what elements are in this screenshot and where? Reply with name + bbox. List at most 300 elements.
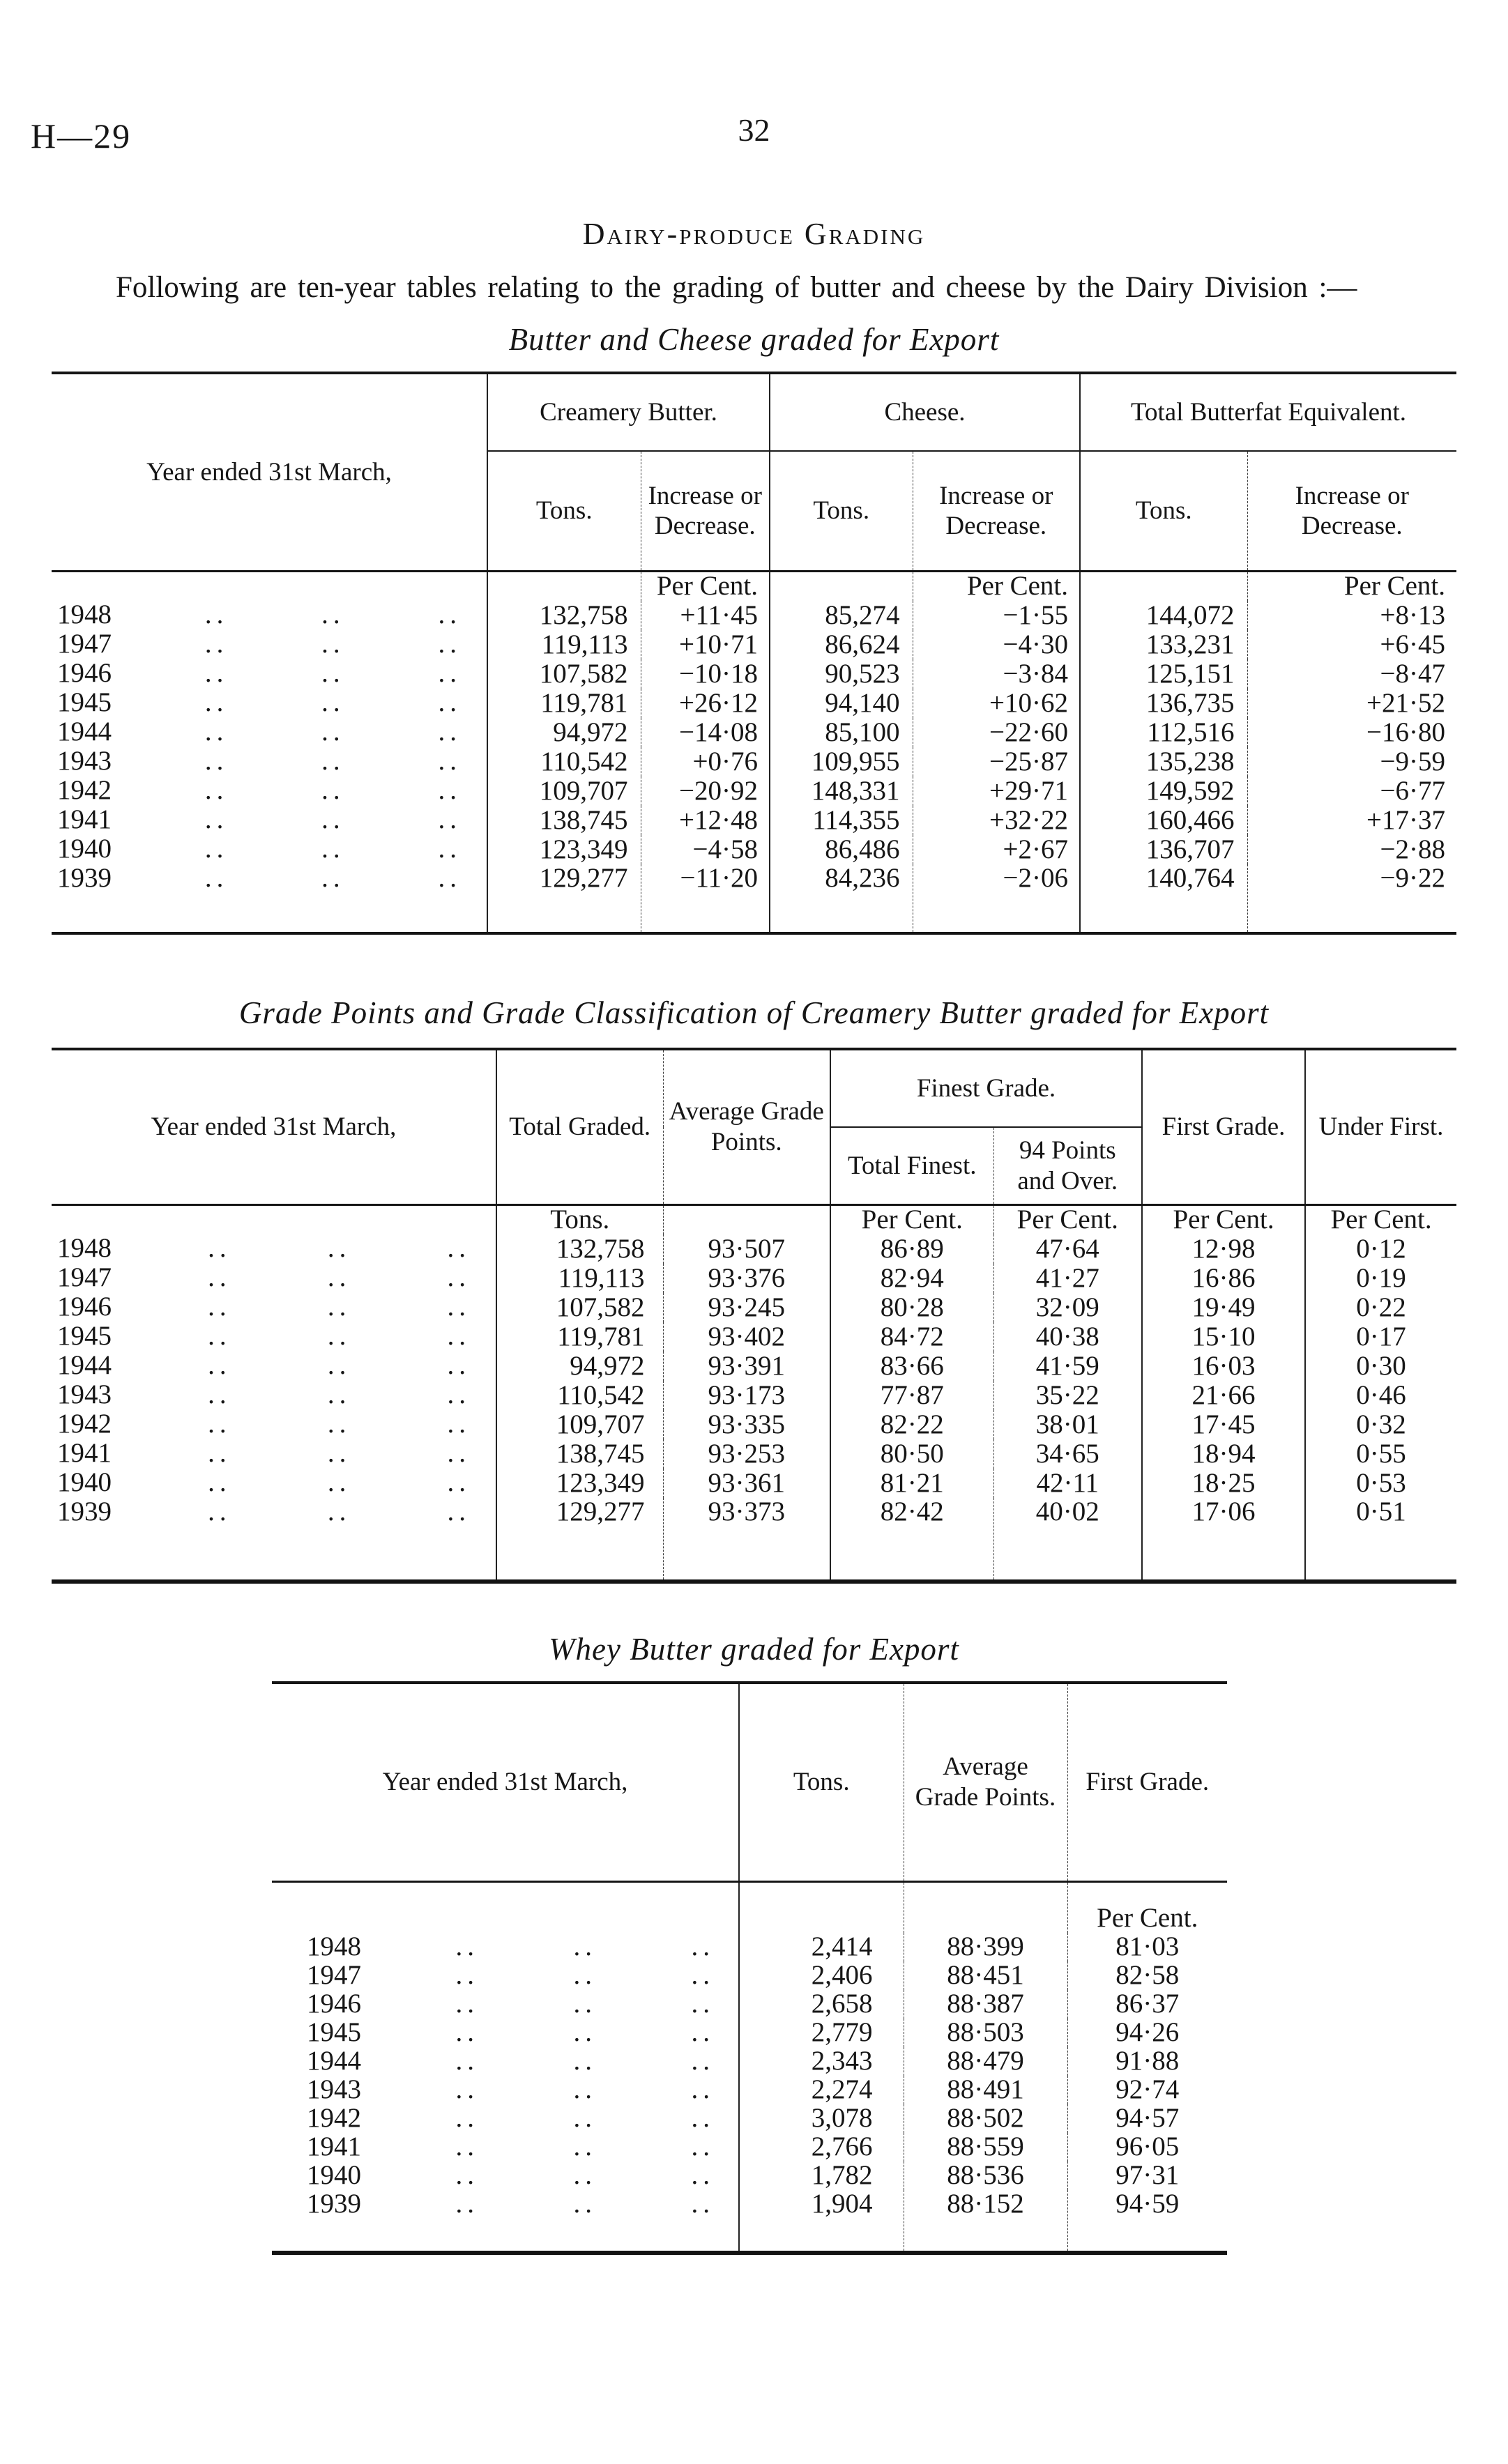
- dot-leader: ..: [438, 599, 462, 629]
- value-cell: 114,355: [770, 806, 913, 835]
- page-header: [0, 112, 1508, 162]
- table-row: [272, 2161, 1227, 2190]
- col-header-average-grade-points: Average Grade Points.: [663, 1049, 830, 1205]
- value-cell: 0·12: [1305, 1234, 1456, 1264]
- unit-label: Per Cent.: [1247, 571, 1456, 600]
- dot-leader: ..: [691, 1989, 715, 2019]
- table-row: [52, 1322, 1456, 1352]
- value-cell: 35·22: [993, 1381, 1142, 1410]
- value-cell: 2,406: [739, 1961, 904, 1990]
- dot-leader: ..: [455, 2189, 479, 2219]
- value-cell: 160,466: [1080, 806, 1247, 835]
- table-row: [52, 747, 1456, 776]
- dot-leader: ..: [691, 2046, 715, 2076]
- value-cell: 34·65: [993, 1439, 1142, 1469]
- year-cell: [52, 601, 487, 629]
- col-header-total-finest: Total Finest.: [830, 1127, 993, 1205]
- value-cell: −10·18: [641, 659, 770, 689]
- value-cell: 88·387: [904, 1990, 1067, 2019]
- value-cell: 119,113: [496, 1264, 663, 1293]
- value-cell: 140,764: [1080, 864, 1247, 933]
- value-cell: 94,972: [487, 718, 641, 747]
- col-group-creamery-butter: Creamery Butter.: [487, 373, 770, 451]
- value-cell: 93·376: [663, 1264, 830, 1293]
- dot-leader: ..: [438, 774, 462, 805]
- value-cell: +8·13: [1247, 601, 1456, 630]
- value-cell: +17·37: [1247, 806, 1456, 835]
- year-cell: [52, 1264, 496, 1292]
- report-code: H—29: [31, 116, 132, 155]
- dot-leader: ..: [208, 1262, 231, 1293]
- year-label: 1947: [57, 1262, 112, 1293]
- dot-leader: ..: [573, 1931, 597, 1962]
- year-cell: [52, 1410, 496, 1439]
- dot-leader: ..: [208, 1350, 231, 1381]
- col-header-total-graded: Total Graded.: [496, 1049, 663, 1205]
- year-cell: [52, 747, 487, 776]
- value-cell: 82·94: [830, 1264, 993, 1293]
- value-cell: 96·05: [1067, 2133, 1227, 2161]
- dot-leader: ..: [438, 628, 462, 659]
- dot-leader: ..: [204, 804, 229, 834]
- year-label: 1941: [307, 2132, 361, 2162]
- value-cell: 77·87: [830, 1381, 993, 1410]
- value-cell: 86·89: [830, 1234, 993, 1264]
- value-cell: 93·391: [663, 1352, 830, 1381]
- col-header-average-grade-points: Average Grade Points.: [904, 1683, 1067, 1881]
- dot-leader: ..: [208, 1497, 231, 1527]
- dot-leader: ..: [573, 2132, 597, 2162]
- value-cell: −4·30: [913, 630, 1080, 659]
- year-cell: [272, 2076, 738, 2104]
- table2-head: [52, 1049, 1456, 1205]
- year-cell: [52, 1381, 496, 1409]
- value-cell: −25·87: [913, 747, 1080, 776]
- value-cell: 129,277: [487, 864, 641, 933]
- value-cell: 15·10: [1142, 1322, 1305, 1352]
- value-cell: −14·08: [641, 718, 770, 747]
- year-cell: [272, 2190, 738, 2251]
- table-row: [272, 1933, 1227, 1961]
- value-cell: 93·245: [663, 1293, 830, 1322]
- dot-leader: ..: [327, 1438, 351, 1469]
- dot-leader: ..: [455, 2160, 479, 2191]
- year-cell: [52, 659, 487, 688]
- dot-leader: ..: [208, 1233, 231, 1264]
- dot-leader: ..: [321, 862, 345, 893]
- dot-leader: ..: [691, 2074, 715, 2105]
- year-cell: [272, 2161, 738, 2190]
- dot-leader: ..: [208, 1438, 231, 1469]
- value-cell: 94,140: [770, 689, 913, 718]
- value-cell: 18·25: [1142, 1469, 1305, 1498]
- value-cell: 93·361: [663, 1469, 830, 1498]
- value-cell: 110,542: [487, 747, 641, 776]
- table-row: [272, 1990, 1227, 2019]
- col-group-total-butterfat: Total Butterfat Equivalent.: [1080, 373, 1456, 451]
- value-cell: 3,078: [739, 2104, 904, 2133]
- dot-leader: ..: [573, 2189, 597, 2219]
- dot-leader: ..: [573, 2046, 597, 2076]
- table-row: [52, 1498, 1456, 1582]
- value-cell: 107,582: [487, 659, 641, 689]
- value-cell: 136,735: [1080, 689, 1247, 718]
- value-cell: +29·71: [913, 776, 1080, 806]
- dot-leader: ..: [208, 1321, 231, 1352]
- year-cell: [52, 806, 487, 834]
- year-label: 1943: [57, 745, 112, 776]
- value-cell: 123,349: [496, 1469, 663, 1498]
- dot-leader: ..: [447, 1379, 471, 1410]
- table-row: [272, 2133, 1227, 2161]
- value-cell: 2,414: [739, 1933, 904, 1961]
- year-cell: [52, 718, 487, 747]
- year-cell: [52, 1234, 496, 1263]
- value-cell: 0·51: [1305, 1498, 1456, 1582]
- year-cell: [272, 2019, 738, 2047]
- unit-label: Per Cent.: [913, 571, 1080, 600]
- dot-leader: ..: [204, 833, 229, 864]
- year-label: 1945: [57, 1321, 112, 1352]
- value-cell: 41·27: [993, 1264, 1142, 1293]
- dot-leader: ..: [691, 1960, 715, 1991]
- dot-leader: ..: [208, 1467, 231, 1498]
- dot-leader: ..: [204, 774, 229, 805]
- table-row: [52, 630, 1456, 659]
- value-cell: 88·559: [904, 2133, 1067, 2161]
- unit-label: Per Cent.: [1142, 1205, 1305, 1234]
- year-label: 1939: [307, 2189, 361, 2219]
- value-cell: 148,331: [770, 776, 913, 806]
- unit-label: Per Cent.: [1067, 1881, 1227, 1933]
- butter-cheese-export-table: [52, 372, 1456, 934]
- dot-leader: ..: [691, 2103, 715, 2134]
- value-cell: −2·88: [1247, 835, 1456, 864]
- value-cell: 0·22: [1305, 1293, 1456, 1322]
- table-row: [52, 1264, 1456, 1293]
- table-row: [52, 1381, 1456, 1410]
- value-cell: 125,151: [1080, 659, 1247, 689]
- dot-leader: ..: [327, 1292, 351, 1322]
- col-header-year: Year ended 31st March,: [382, 1768, 628, 1797]
- unit-label: Per Cent.: [1305, 1205, 1456, 1234]
- table-row: [272, 2047, 1227, 2076]
- value-cell: 0·19: [1305, 1264, 1456, 1293]
- value-cell: +0·76: [641, 747, 770, 776]
- year-label: 1943: [57, 1379, 112, 1410]
- dot-leader: ..: [447, 1233, 471, 1264]
- value-cell: 83·66: [830, 1352, 993, 1381]
- value-cell: 81·03: [1067, 1933, 1227, 1961]
- dot-leader: ..: [327, 1497, 351, 1527]
- value-cell: 86,486: [770, 835, 913, 864]
- year-cell: [52, 630, 487, 659]
- col-header-tons: Tons.: [739, 1683, 904, 1881]
- year-cell: [52, 864, 487, 932]
- year-cell: [52, 1439, 496, 1468]
- value-cell: −6·77: [1247, 776, 1456, 806]
- year-cell: [272, 2047, 738, 2076]
- table-row: [52, 718, 1456, 747]
- year-label: 1940: [307, 2160, 361, 2191]
- unit-row: [272, 1881, 1227, 1933]
- value-cell: −22·60: [913, 718, 1080, 747]
- dot-leader: ..: [208, 1409, 231, 1439]
- col-header-year: Year ended 31st March,: [146, 457, 392, 487]
- dot-leader: ..: [691, 2132, 715, 2162]
- value-cell: 119,781: [487, 689, 641, 718]
- dot-leader: ..: [691, 1931, 715, 1962]
- dot-leader: ..: [204, 687, 229, 717]
- dot-leader: ..: [455, 2017, 479, 2048]
- dot-leader: ..: [321, 599, 345, 629]
- value-cell: 0·30: [1305, 1352, 1456, 1381]
- value-cell: 109,955: [770, 747, 913, 776]
- value-cell: 132,758: [496, 1234, 663, 1264]
- value-cell: 112,516: [1080, 718, 1247, 747]
- year-label: 1948: [307, 1931, 361, 1962]
- value-cell: 32·09: [993, 1293, 1142, 1322]
- dot-leader: ..: [447, 1438, 471, 1469]
- col-header-first-grade: First Grade.: [1142, 1049, 1305, 1205]
- value-cell: 123,349: [487, 835, 641, 864]
- value-cell: 88·479: [904, 2047, 1067, 2076]
- table-row: [52, 689, 1456, 718]
- value-cell: 85,274: [770, 601, 913, 630]
- dot-leader: ..: [455, 2046, 479, 2076]
- value-cell: +2·67: [913, 835, 1080, 864]
- value-cell: −20·92: [641, 776, 770, 806]
- value-cell: 82·42: [830, 1498, 993, 1582]
- dot-leader: ..: [438, 716, 462, 747]
- value-cell: 93·507: [663, 1234, 830, 1264]
- value-cell: 17·06: [1142, 1498, 1305, 1582]
- year-label: 1941: [57, 1438, 112, 1469]
- table-row: [272, 1961, 1227, 1990]
- value-cell: 80·28: [830, 1293, 993, 1322]
- dot-leader: ..: [438, 745, 462, 776]
- value-cell: 109,707: [487, 776, 641, 806]
- value-cell: 16·03: [1142, 1352, 1305, 1381]
- dot-leader: ..: [438, 833, 462, 864]
- dot-leader: ..: [455, 1931, 479, 1962]
- col-header-first-grade: First Grade.: [1067, 1683, 1227, 1881]
- table-row: [52, 806, 1456, 835]
- value-cell: 93·173: [663, 1381, 830, 1410]
- value-cell: −3·84: [913, 659, 1080, 689]
- dot-leader: ..: [573, 2160, 597, 2191]
- value-cell: −9·59: [1247, 747, 1456, 776]
- dot-leader: ..: [447, 1321, 471, 1352]
- value-cell: 21·66: [1142, 1381, 1305, 1410]
- value-cell: 86,624: [770, 630, 913, 659]
- col-header-change: Increase or Decrease.: [913, 451, 1080, 571]
- dot-leader: ..: [447, 1350, 471, 1381]
- value-cell: 40·02: [993, 1498, 1142, 1582]
- col-header-tons: Tons.: [487, 451, 641, 571]
- dot-leader: ..: [204, 628, 229, 659]
- table-row: [272, 2019, 1227, 2047]
- dot-leader: ..: [691, 2189, 715, 2219]
- dot-leader: ..: [321, 657, 345, 688]
- value-cell: 2,274: [739, 2076, 904, 2104]
- table-row: [52, 1439, 1456, 1469]
- year-label: 1945: [307, 2017, 361, 2048]
- grade-points-classification-table: [52, 1048, 1456, 1584]
- value-cell: 0·55: [1305, 1439, 1456, 1469]
- col-group-finest-grade: Finest Grade.: [830, 1049, 1142, 1127]
- year-label: 1942: [307, 2103, 361, 2134]
- year-cell: [52, 1469, 496, 1497]
- dot-leader: ..: [204, 716, 229, 747]
- value-cell: 136,707: [1080, 835, 1247, 864]
- value-cell: 81·21: [830, 1469, 993, 1498]
- year-label: 1947: [57, 628, 112, 659]
- table1-head: [52, 373, 1456, 571]
- table-row: [52, 1469, 1456, 1498]
- year-cell: [272, 1933, 738, 1961]
- dot-leader: ..: [573, 2074, 597, 2105]
- value-cell: 42·11: [993, 1469, 1142, 1498]
- year-label: 1944: [57, 716, 112, 747]
- value-cell: 138,745: [496, 1439, 663, 1469]
- dot-leader: ..: [438, 687, 462, 717]
- value-cell: 41·59: [993, 1352, 1142, 1381]
- dot-leader: ..: [327, 1467, 351, 1498]
- value-cell: 88·451: [904, 1961, 1067, 1990]
- value-cell: 18·94: [1142, 1439, 1305, 1469]
- dot-leader: ..: [438, 862, 462, 893]
- dot-leader: ..: [438, 657, 462, 688]
- dot-leader: ..: [208, 1379, 231, 1410]
- value-cell: −4·58: [641, 835, 770, 864]
- year-cell: [52, 835, 487, 864]
- dot-leader: ..: [327, 1321, 351, 1352]
- year-label: 1942: [57, 1409, 112, 1439]
- year-label: 1948: [57, 599, 112, 629]
- value-cell: 94·26: [1067, 2019, 1227, 2047]
- dot-leader: ..: [204, 657, 229, 688]
- year-label: 1945: [57, 687, 112, 717]
- year-label: 1939: [57, 1497, 112, 1527]
- dot-leader: ..: [327, 1379, 351, 1410]
- value-cell: 138,745: [487, 806, 641, 835]
- table-row: [52, 1410, 1456, 1439]
- dot-leader: ..: [691, 2017, 715, 2048]
- year-label: 1944: [57, 1350, 112, 1381]
- dot-leader: ..: [321, 774, 345, 805]
- year-label: 1942: [57, 774, 112, 805]
- value-cell: +10·71: [641, 630, 770, 659]
- dot-leader: ..: [327, 1350, 351, 1381]
- value-cell: 1,904: [739, 2190, 904, 2253]
- value-cell: 92·74: [1067, 2076, 1227, 2104]
- col-group-cheese: Cheese.: [770, 373, 1080, 451]
- dot-leader: ..: [447, 1292, 471, 1322]
- year-label: 1940: [57, 833, 112, 864]
- dot-leader: ..: [438, 804, 462, 834]
- value-cell: +6·45: [1247, 630, 1456, 659]
- value-cell: 19·49: [1142, 1293, 1305, 1322]
- unit-label: Tons.: [496, 1205, 663, 1234]
- value-cell: 88·536: [904, 2161, 1067, 2190]
- value-cell: −9·22: [1247, 864, 1456, 933]
- value-cell: −16·80: [1247, 718, 1456, 747]
- value-cell: 91·88: [1067, 2047, 1227, 2076]
- year-cell: [272, 1961, 738, 1990]
- year-cell: [52, 776, 487, 805]
- value-cell: 88·399: [904, 1933, 1067, 1961]
- value-cell: +21·52: [1247, 689, 1456, 718]
- value-cell: 2,658: [739, 1990, 904, 2019]
- value-cell: 93·335: [663, 1410, 830, 1439]
- dot-leader: ..: [327, 1262, 351, 1293]
- whey-butter-export-table: [272, 1681, 1227, 2255]
- value-cell: 0·46: [1305, 1381, 1456, 1410]
- year-cell: [272, 1990, 738, 2019]
- value-cell: 17·45: [1142, 1410, 1305, 1439]
- dot-leader: ..: [204, 862, 229, 893]
- value-cell: 132,758: [487, 601, 641, 630]
- col-header-94-points: 94 Points and Over.: [993, 1127, 1142, 1205]
- value-cell: 93·373: [663, 1498, 830, 1582]
- value-cell: 90,523: [770, 659, 913, 689]
- year-label: 1947: [307, 1960, 361, 1991]
- value-cell: 1,782: [739, 2161, 904, 2190]
- dot-leader: ..: [447, 1409, 471, 1439]
- year-cell: [52, 1322, 496, 1351]
- dot-leader: ..: [321, 687, 345, 717]
- dot-leader: ..: [455, 1960, 479, 1991]
- value-cell: 119,113: [487, 630, 641, 659]
- dot-leader: ..: [447, 1497, 471, 1527]
- value-cell: 2,766: [739, 2133, 904, 2161]
- value-cell: 82·58: [1067, 1961, 1227, 1990]
- year-label: 1943: [307, 2074, 361, 2105]
- year-label: 1939: [57, 862, 112, 893]
- value-cell: 129,277: [496, 1498, 663, 1582]
- value-cell: 93·253: [663, 1439, 830, 1469]
- value-cell: 94·59: [1067, 2190, 1227, 2253]
- dot-leader: ..: [327, 1409, 351, 1439]
- table-row: [52, 776, 1456, 806]
- table3-head: [272, 1683, 1227, 1881]
- dot-leader: ..: [455, 2074, 479, 2105]
- value-cell: 135,238: [1080, 747, 1247, 776]
- value-cell: 0·32: [1305, 1410, 1456, 1439]
- table-row: [52, 835, 1456, 864]
- year-cell: [52, 1293, 496, 1322]
- table-row: [52, 1293, 1456, 1322]
- value-cell: 80·50: [830, 1439, 993, 1469]
- dot-leader: ..: [204, 745, 229, 776]
- table3-title: Whey Butter graded for Export: [549, 1632, 959, 1667]
- value-cell: 16·86: [1142, 1264, 1305, 1293]
- dot-leader: ..: [321, 833, 345, 864]
- year-label: 1941: [57, 804, 112, 834]
- table-row: [272, 2104, 1227, 2133]
- dot-leader: ..: [447, 1467, 471, 1498]
- col-header-tons: Tons.: [1080, 451, 1247, 571]
- dot-leader: ..: [321, 745, 345, 776]
- intro-paragraph: Following are ten-year tables relating to the grading of butter and cheese by the Dairy Division :—: [116, 271, 1357, 304]
- unit-row: [52, 1205, 1456, 1234]
- dot-leader: ..: [455, 2132, 479, 2162]
- unit-label: Per Cent.: [641, 571, 770, 600]
- value-cell: 38·01: [993, 1410, 1142, 1439]
- value-cell: 40·38: [993, 1322, 1142, 1352]
- value-cell: −2·06: [913, 864, 1080, 933]
